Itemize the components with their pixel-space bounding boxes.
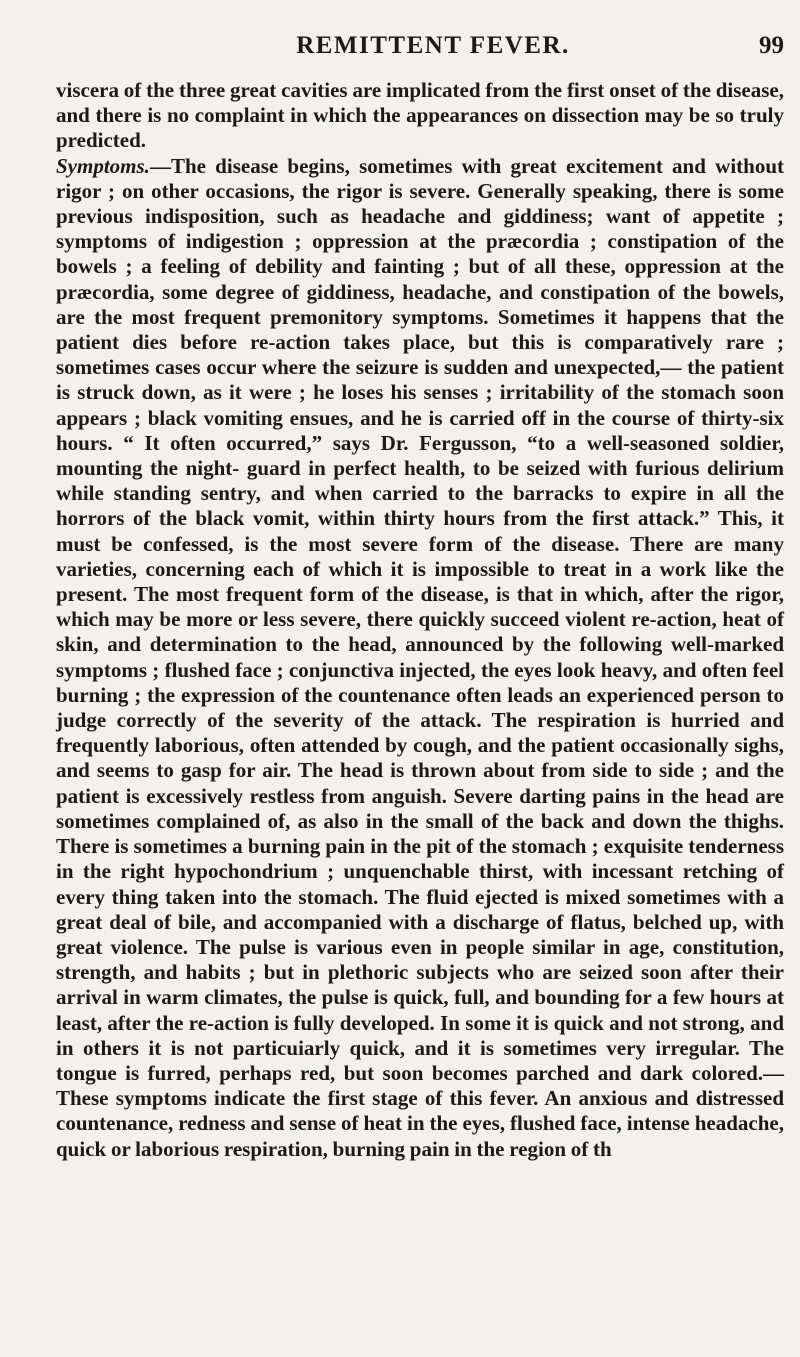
paragraph-1: viscera of the three great cavities are implicated from the first onset of the disease, and there is no complaint in which the appearances on dissection may be so truly predicted. — [56, 78, 784, 153]
running-head: REMITTENT FEVER. — [296, 32, 570, 59]
paragraph-2 — [56, 154, 784, 1162]
page-header — [56, 28, 784, 68]
symptoms-heading: Symptoms. — [56, 153, 150, 178]
paragraph-2-text: —The disease begins, sometimes with great excitement and without rigor ; on other occasions, the rigor is severe. Generally speaking, there is some previous indisposition, such as headache and giddiness; want of appetite ; symptoms of indigestion ; oppression at the præcordia ; constipation of the bowels ; a feeling of debility and fainting ; but of all these, oppression at the præcordia, some degree of giddiness, headache, and constipation of the bowels, are the most frequent premonitory symptoms. Sometimes it happens that the patient dies before re-action takes place, but this is comparatively rare ; sometimes cases occur where the seizure is sudden and unexpected,— the patient is struck down, as it were ; he loses his senses ; irritability of the stomach soon appears ; black vomiting ensues, and he is carried off in the course of thirty-six hours. “ It often occurred,” says Dr. Fergusson, “to a well-seasoned soldier, mounting the night- guard in perfect health, to be seized with furious delirium while standing sentry, and when carried to the barracks to expire in all the horrors of the black vomit, within thirty hours from the first attack.” This, it must be confessed, is the most severe form of the disease. There are many varieties, concerning each of which it is impossible to treat in a work like the present. The most frequent form of the disease, is that in which, after the rigor, which may be more or less severe, there quickly succeed violent re-action, heat of skin, and determination to the head, announced by the following well-marked symptoms ; flushed face ; conjunctiva injected, the eyes look heavy, and often feel burning ; the expression of the countenance often leads an experienced person to judge correctly of the severity of the attack. The respiration is hurried and frequently laborious, often attended by cough, and the patient occasionally sighs, and seems to gasp for air. The head is thrown about from side to side ; and the patient is excessively restless from anguish. Severe darting pains in the head are sometimes complained of, as also in the small of the back and down the thighs. There is sometimes a burning pain in the pit of the stomach ; exquisite tenderness in the right hypochondrium ; unquenchable thirst, with incessant retching of every thing taken into the stomach. The fluid ejected is mixed sometimes with a great deal of bile, and accompanied with a discharge of flatus, belched up, with great violence. The pulse is various even in people similar in age, constitution, strength, and habits ; but in plethoric subjects who are seized soon after their arrival in warm climates, the pulse is quick, full, and bounding for a few hours at least, after the re-action is fully developed. In some it is quick and not strong, and in others it is not particuiarly quick, and it is sometimes very irregular. The tongue is furred, perhaps red, but soon becomes parched and dark colored.— These symptoms indicate the first stage of this fever. An anxious and distressed countenance, redness and sense of heat in the eyes, flushed face, intense headache, quick or laborious respiration, burning pain in the region of th — [56, 153, 784, 1161]
body-text — [56, 78, 784, 1162]
page-number: 99 — [759, 32, 784, 59]
